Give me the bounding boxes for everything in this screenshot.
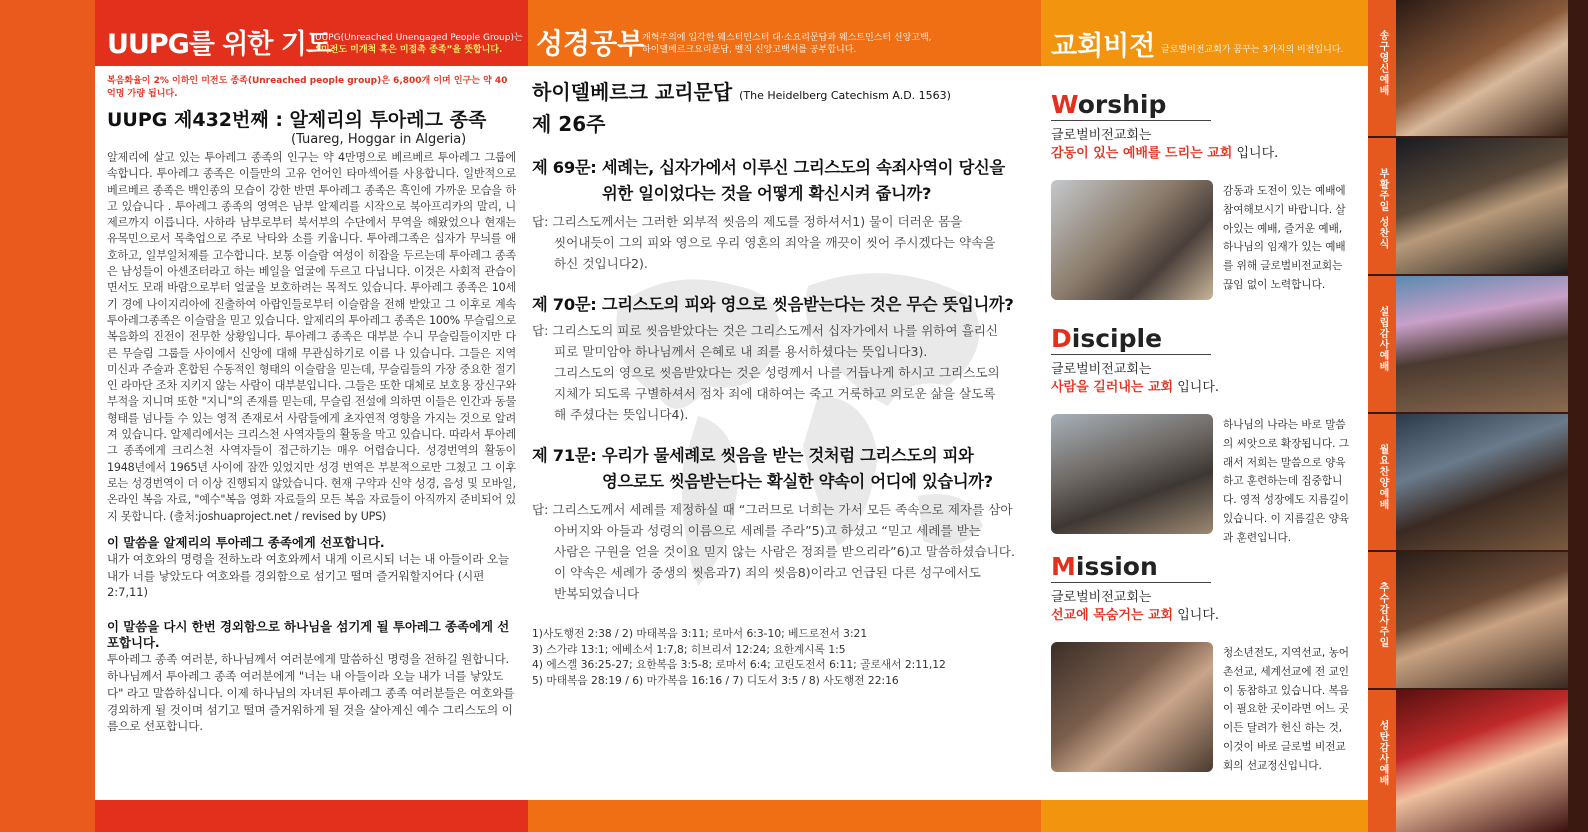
bible-study-header-title: 성경공부	[536, 27, 645, 60]
uupg-body: 알제리에 살고 있는 투아레그 종족의 인구는 약 4만명으로 베르베르 투아레그 그룹에 속합니다. 투아레그 종족은 이들만의 고유 언어인 타마섹어를 사용합니다. 일반적으로 베르베르 종족은 백인종의 모습이 강한 반면 투아레그 종족은 흑인에 가까운 모습을 하고 있습니다 . 투아레그 종족의 영역은 남부 알제리를 시작으로 북아프리카의 말리, 니제르까지 이릅니다. 사하라 남부로부터 북서부의 수단에서 무역을 해왔었으나 현재는 유목민으로서 목축업으로 주로 낙타와 소를 키웁니다. 투아레그족은 십자가 무늬를 애호하고, 일부일처제를 고수합니다. 보통 이슬람 여성이 히잡을 두르는데 투아레그 종족은 남성들이 아센조터라고 하는 베일을 얼굴에 두르고 다닙니다. 이것은 사회적 관습이면서도 모래 바람으로부터 얼굴을 보호하려는 목적도 있습니다. 투아레그 종족은 10세기 경에 나이지리아에 진출하여 아랍인들로부터 이슬람을 전해 받았고 그 이후로 계속 투아레그종족은 이슬람을 믿고 있습니다. 알제리의 투아레그 종족은 100% 무슬림으로 복음화의 진전이 전무한 상황입니다. 투아레그 종족은 대부분 수니 무슬림들이지만 다른 무슬림 그룹들 사이에서 신앙에 대해 무관심하기로 이름 나 있습니다. 그들은 지역 미신과 주술과 혼합된 수동적인 형태의 이슬람을 믿는데, 무슬림들의 가장 중요한 절기인 라마단 조차 지키지 않는 사람이 대부분입니다. 그들은 또한 대체로 보호용 장신구와 부적을 지니며 또한 "지니"의 존재를 믿는데, 무슬림 전설에 의하면 이들은 인간과 동물 형태를 넘나들 수 있는 영적 존재로서 사람들에게 초자연적 영향을 가지는 것으로 알려져 있습니다. 알제리에서는 크리스천 사역자들의 활동을 막고 있습니다. 따라서 투아레그 종족에게 크리스천 사역자들이 접근하기는 매우 어렵습니다. 성경번역의 활동이 1948년에서 1965년 사이에 잠깐 있었지만 성경 번역은 부분적으로만 그쳤고 그 이후로는 성경번역이 더 이상 진행되지 않았습니다. 현재 구약과 신약 성경, 음성 및 모바일, 온라인 복음 자료, "예수"복음 영화 자료들의 모든 복음 자료들이 아직까지 준비되어 있지 못합니다. (출처:joshuaproject.net / revised by UPS)	[107, 151, 516, 523]
worship-line-1: 글로벌비전교회는	[1051, 128, 1152, 143]
disciple-line-1: 글로벌비전교회는	[1051, 362, 1152, 377]
vision-worship	[1051, 90, 1356, 291]
photo-founding-service	[1368, 276, 1568, 412]
photo-label-founding	[1368, 276, 1396, 412]
mission-photo	[1051, 642, 1213, 772]
reference-line-2: 3) 스가랴 13:1; 에베소서 1:7,8; 히브리서 12:24; 요한계시록 1:5	[532, 642, 846, 656]
footer-band-1	[95, 800, 528, 832]
mission-highlight: 선교에 목숨거는 교회	[1051, 608, 1174, 623]
vision-mission	[1051, 552, 1356, 772]
question-69-line-2: 위한 일이었다는 것을 어떻게 확신시켜 줍니까?	[602, 184, 932, 203]
answer-71-line-2: 아버지와 아들과 성령의 이름으로 세례를 주라”5)고 하셨고 “믿고 세례를 받는	[554, 523, 981, 538]
question-70	[532, 292, 1037, 318]
bible-study-column	[528, 66, 1041, 800]
photo-easter-communion	[1368, 138, 1568, 274]
bible-study-sub-2: 하이델베르크요리문답, 벨직 신앙고백서를 공부합니다.	[642, 45, 857, 55]
worship-highlight: 감동이 있는 예배를 드리는 교회	[1051, 146, 1233, 161]
mission-initial: M	[1051, 552, 1076, 581]
disciple-description: 하나님의 나라는 바로 말씀의 씨앗으로 확장됩니다. 그래서 저희는 말씀으로 양육하고 훈련하는데 집중합니다. 영적 성장에도 지름길이 있습니다. 이 지름길은 양육과 훈련입니다.	[1223, 419, 1350, 544]
footer-band-3	[1041, 800, 1368, 832]
catechism-title	[532, 76, 1037, 105]
bible-study-header-sub	[642, 32, 932, 56]
question-71-line-1: 제 71문: 우리가 물세례로 씻음을 받는 것처럼 그리스도의 피와	[532, 446, 974, 465]
photo-label-text-4: 월요찬양예배	[1377, 444, 1388, 510]
question-71	[532, 443, 1037, 495]
vision-header-sub: 글로벌비전교회가 꿈꾸는 3가지의 비전입니다.	[1161, 45, 1344, 55]
question-69	[532, 155, 1037, 207]
photo-christmas-image	[1396, 690, 1568, 832]
uupg-header-title: UUPG를 위한 기도	[107, 29, 332, 60]
catechism-title-ko: 하이델베르크 교리문답	[532, 80, 733, 104]
mission-tail: 입니다.	[1173, 608, 1220, 623]
disciple-tail: 입니다.	[1173, 380, 1220, 395]
photo-label-text-3: 설립감사예배	[1377, 306, 1388, 372]
photo-label-christmas	[1368, 690, 1396, 832]
photo-label-thanksgiving	[1368, 552, 1396, 688]
photo-label-text-1: 송구영신예배	[1377, 30, 1388, 96]
declaration-body-1: 내가 여호와의 명령을 전하노라 여호와께서 내게 이르시되 너는 내 아들이라 오늘 내가 너를 낳았도다 여호와를 경외함으로 섬기고 떨며 즐거워할지어다 (시편 2:7,11)	[107, 551, 510, 600]
answer-70-line-4: 지체가 되도록 구별하셔서 점차 죄에 대하여는 죽고 거룩하고 의로운 삶을 살도록	[554, 386, 996, 401]
disciple-rest: isciple	[1071, 324, 1163, 353]
uupg-subtitle: (Tuareg, Hoggar in Algeria)	[291, 132, 467, 147]
vision-header-title: 교회비전	[1051, 31, 1156, 62]
photo-label-text-2: 부활주일 성찬식	[1377, 168, 1388, 250]
disciple-highlight: 사람을 길러내는 교회	[1051, 380, 1174, 395]
answer-69-line-1: 답: 그리스도께서는 그러한 외부적 씻음의 제도를 정하셔서1) 물이 더러운 몸을	[532, 214, 963, 229]
answer-69-line-2: 씻어내듯이 그의 피와 영으로 우리 영혼의 죄악을 깨끗이 씻어 주시겠다는 약속을	[554, 235, 996, 250]
answer-70-line-2: 피로 말미암아 하나님께서 은혜로 내 죄를 용서하셨다는 뜻입니다3).	[554, 344, 928, 359]
disciple-initial: D	[1051, 324, 1072, 353]
scripture-references	[532, 626, 1037, 688]
mission-line-2	[1051, 607, 1356, 625]
vision-column	[1041, 66, 1368, 800]
reference-line-1: 1)사도행전 2:38 / 2) 마태복음 3:11; 로마서 6:3-10; 베드로전서 3:21	[532, 627, 868, 640]
mission-description: 청소년전도, 지역선교, 농어촌선교, 세계선교에 전 교인이 동참하고 있습니다. 복음이 필요한 곳이라면 어느 곳이든 달려가 헌신 하는 것, 이것이 바로 글로벌 비전교회의 선교정신입니다.	[1223, 647, 1350, 772]
mission-rest: ission	[1075, 552, 1158, 581]
disciple-photo	[1051, 414, 1213, 534]
photo-label-new-year	[1368, 0, 1396, 136]
catechism-week: 제 26주	[532, 112, 606, 136]
declaration-body-2: 투아레그 종족 여러분, 하나님께서 여러분에게 말씀하신 명령을 전하길 원합니다. 하나님께서 투아레그 종족 여러분에게 "너는 내 아들이라 오늘 내가 너를 낳았도다" 라고 말씀하십니다. 이제 하나님의 자녀된 투아레그 종족 여러분들은 여호와를 경외하게 될 것이며 섬기고 떨며 즐거워하게 될 것을 살아계신 예수 그리스도의 이름으로 선포합니다.	[107, 652, 515, 734]
worship-line-2	[1051, 145, 1356, 163]
answer-71-line-1: 답: 그리스도께서 세례를 제정하실 때 “그러므로 너희는 가서 모든 족속으로 제자를 삼아	[532, 502, 1013, 517]
worship-rest: orship	[1077, 90, 1167, 119]
photo-monday-praise	[1368, 414, 1568, 550]
photo-thanksgiving	[1368, 552, 1568, 688]
question-69-line-1: 제 69문: 세례는, 십자가에서 이루신 그리스도의 속죄사역이 당신을	[532, 158, 1005, 177]
uupg-header-sub	[315, 32, 523, 56]
photo-new-year-service	[1368, 0, 1568, 136]
photo-label-easter	[1368, 138, 1396, 274]
vision-disciple	[1051, 324, 1356, 544]
bible-study-sub-1: 개혁주의에 입각한 웨스터민스터 대·소요리문답과 웨스트민스터 신앙고백,	[642, 33, 932, 43]
vision-disciple-title	[1051, 324, 1211, 355]
answer-71	[532, 499, 1037, 604]
declaration-heading-2: 이 말씀을 다시 한번 경외함으로 하나님을 섬기게 될 투아레그 종족에게 선포합니다.	[107, 619, 510, 651]
uupg-header-sub-1: UUPG(Unreached Unengaged People Group)는	[315, 33, 523, 43]
answer-69-line-3: 하신 것입니다2).	[554, 256, 648, 271]
answer-70-line-3: 그리스도의 영으로 씻음받았다는 것은 성령께서 나를 거듭나게 하시고 그리스도의	[554, 365, 1000, 380]
vision-worship-title	[1051, 90, 1211, 121]
worship-photo	[1051, 180, 1213, 300]
photo-label-monday	[1368, 414, 1396, 550]
answer-71-line-5: 반복되었습니다	[554, 586, 640, 601]
reference-line-3: 4) 에스겔 36:25-27; 요한복음 3:5-8; 로마서 6:4; 고린도전서 6:11; 골로새서 2:11,12	[532, 658, 946, 671]
vision-header	[1041, 0, 1368, 66]
mission-line-1: 글로벌비전교회는	[1051, 590, 1152, 605]
uupg-header-sub-2: “미전도 미개척 혹은 미접촉 종족”을 뜻합니다.	[315, 45, 503, 55]
worship-tail: 입니다.	[1232, 146, 1279, 161]
verse-strip	[0, 0, 95, 832]
question-71-line-2: 영으로도 씻음받는다는 확실한 약속이 어디에 있습니까?	[602, 472, 993, 491]
photo-label-text-5: 추수감사주일	[1377, 582, 1388, 648]
photo-label-text-6: 성탄감사예배	[1377, 720, 1388, 786]
photo-easter-image	[1396, 138, 1568, 274]
disciple-line-2	[1051, 379, 1356, 397]
declaration-heading-1: 이 말씀을 알제리의 투아레그 종족에게 선포합니다.	[107, 534, 385, 550]
uupg-column	[95, 66, 528, 800]
vision-mission-title	[1051, 552, 1211, 583]
reference-line-4: 5) 마태복음 28:19 / 6) 마가복음 16:16 / 7) 디도서 3:5 / 8) 사도행전 22:16	[532, 673, 899, 687]
answer-71-line-3: 사람은 구원을 얻을 것이요 믿지 않는 사람은 정죄를 받으리라”6)고 말씀하셨습니다.	[554, 544, 1015, 559]
answer-70-line-1: 답: 그리스도의 피로 씻음받았다는 것은 그리스도께서 십자가에서 나를 위하여 흘리신	[532, 323, 999, 338]
uupg-title: UUPG 제432번째 : 알제리의 투아레그 종족	[107, 109, 487, 131]
photo-founding-image	[1396, 276, 1568, 412]
worship-description: 감동과 도전이 있는 예배에 참여해보시기 바랍니다. 살아있는 예배, 즐거운 예배, 하나님의 임재가 있는 예배를 위해 글로벌비전교회는 끊임 없이 노력합니다.	[1223, 185, 1346, 291]
footer-band-2	[528, 800, 1041, 832]
worship-initial: W	[1051, 90, 1078, 119]
answer-69	[532, 211, 1037, 274]
uupg-note: 복음화율이 2% 이하인 미전도 종족(Unreached people group)은 6,800개 이며 인구는 약 40억명 가량 됩니다.	[107, 76, 508, 99]
photo-new-year-image	[1396, 0, 1568, 136]
uupg-header	[95, 0, 528, 66]
question-70-line-1: 제 70문: 그리스도의 피와 영으로 씻음받는다는 것은 무슨 뜻입니까?	[532, 295, 1014, 314]
event-photo-strip	[1368, 0, 1588, 832]
answer-71-line-4: 이 약속은 세례가 중생의 씻음과7) 죄의 씻음8)이라고 언급된 다른 성구에서도	[554, 565, 981, 580]
answer-70	[532, 320, 1037, 425]
photo-thanksgiving-image	[1396, 552, 1568, 688]
photo-monday-image	[1396, 414, 1568, 550]
answer-70-line-5: 해 주셨다는 뜻입니다4).	[554, 407, 689, 422]
bible-study-header	[528, 0, 1041, 66]
catechism-title-en: (The Heidelberg Catechism A.D. 1563)	[739, 89, 951, 102]
photo-christmas	[1368, 690, 1568, 832]
